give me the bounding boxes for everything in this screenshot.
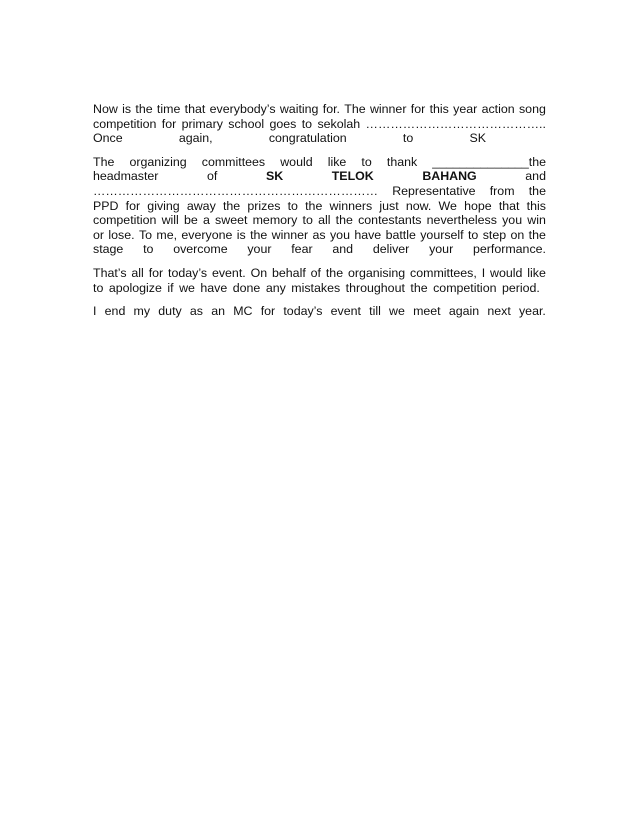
text-line <box>93 242 546 257</box>
word: overcome <box>173 242 228 257</box>
word: committees, <box>410 265 477 280</box>
text-line <box>93 228 546 243</box>
text-line <box>93 213 546 228</box>
word: Once <box>93 131 123 146</box>
word: a <box>202 213 210 228</box>
word: like <box>527 265 546 280</box>
word: fear <box>291 242 313 257</box>
paragraph-closing <box>93 266 546 295</box>
word: the <box>335 213 353 228</box>
word: I <box>481 265 486 280</box>
word: organising <box>347 265 406 280</box>
word: mistakes <box>291 280 341 295</box>
word: any <box>265 280 286 295</box>
word: would <box>490 265 523 280</box>
blank-dots: …………………………………….. <box>365 116 546 131</box>
word: goes <box>269 116 297 131</box>
word: to <box>143 242 154 257</box>
word: contestants <box>358 213 422 228</box>
word: the <box>528 183 546 198</box>
word: On <box>250 265 268 280</box>
word: the <box>222 198 241 213</box>
word: school <box>228 116 265 131</box>
word: headmaster <box>93 169 159 184</box>
word: event. <box>211 265 246 280</box>
word: winner <box>271 227 309 242</box>
word: now. <box>405 198 432 213</box>
word: end <box>104 304 126 319</box>
word: have <box>200 280 228 295</box>
word: away <box>186 198 216 213</box>
word: as <box>312 227 326 242</box>
word: waiting <box>279 102 319 116</box>
word: SK <box>469 131 486 146</box>
word: an <box>211 304 225 319</box>
word: the <box>305 198 323 213</box>
word: period. <box>501 280 540 295</box>
word: To <box>138 227 153 242</box>
word: on <box>510 227 525 242</box>
word: meet <box>413 304 441 319</box>
school-name-bold: SK <box>265 169 284 184</box>
word: of <box>207 169 218 184</box>
word: PPD <box>93 198 119 213</box>
word: The <box>93 154 115 169</box>
word: me, <box>156 227 178 242</box>
word: again <box>448 304 480 319</box>
word: just <box>379 198 399 213</box>
word: competition <box>93 116 157 131</box>
word: battle <box>385 227 416 242</box>
word: step <box>482 227 507 242</box>
word: committees <box>201 154 266 169</box>
word: MC <box>233 304 253 319</box>
word: stage <box>93 242 124 257</box>
word: and <box>332 242 354 257</box>
word: year <box>453 102 478 116</box>
word: will <box>161 213 179 228</box>
paragraph-gap <box>93 146 546 155</box>
word: for. <box>322 102 340 116</box>
word: to <box>402 131 414 146</box>
word: competition <box>93 213 157 228</box>
word: winner <box>369 102 407 116</box>
word: The <box>344 102 366 116</box>
word: today’s <box>168 265 208 280</box>
word: if <box>167 280 174 295</box>
word: giving <box>147 198 180 213</box>
word: We <box>438 198 457 213</box>
word: this <box>429 102 449 116</box>
word: today’s <box>283 304 323 319</box>
blank-underline: ______________the <box>432 154 546 169</box>
school-name-bold: BAHANG <box>422 169 477 184</box>
word: for <box>125 198 141 213</box>
word: again, <box>178 131 213 146</box>
word: for <box>260 304 276 319</box>
word: That’s <box>93 265 127 280</box>
word: the <box>325 265 344 280</box>
word: of <box>310 265 321 280</box>
word: the <box>250 227 268 242</box>
paragraph-gap <box>93 295 546 304</box>
word: year. <box>518 304 546 319</box>
word: organizing <box>129 154 187 169</box>
word: that <box>184 102 206 116</box>
word: everybody’s <box>209 102 276 116</box>
word: till <box>369 304 381 319</box>
text-line <box>93 199 546 214</box>
word: thank <box>386 154 418 169</box>
word: to <box>467 227 479 242</box>
word: deliver <box>372 242 410 257</box>
word: my <box>133 304 151 319</box>
word: song <box>518 102 546 116</box>
word: I <box>93 304 97 319</box>
word: you <box>329 227 350 242</box>
word: to <box>287 198 298 213</box>
document-body <box>93 102 546 319</box>
word: to <box>93 280 104 295</box>
word: to <box>361 154 372 169</box>
blank-dots: …………………………………………………………… <box>93 183 378 198</box>
word: hope <box>464 198 492 213</box>
word: to <box>301 116 313 131</box>
word: all <box>131 265 144 280</box>
word: apologize <box>108 280 162 295</box>
word: event <box>330 304 361 319</box>
word: or <box>93 227 105 242</box>
word: sekolah <box>317 116 361 131</box>
word: you <box>502 213 523 228</box>
word: behalf <box>272 265 306 280</box>
text-line <box>93 169 546 184</box>
word: performance. <box>472 242 546 257</box>
word: is <box>122 102 132 116</box>
word: sweet <box>215 213 248 228</box>
word: done <box>232 280 261 295</box>
word: for <box>161 116 177 131</box>
text-line <box>93 131 546 146</box>
word: from <box>489 183 515 198</box>
word: the <box>528 227 546 242</box>
word: prizes <box>247 198 281 213</box>
text-line <box>93 304 546 319</box>
word: for <box>148 265 164 280</box>
paragraph-farewell <box>93 304 546 319</box>
word: have <box>354 227 382 242</box>
paragraph-gap <box>93 257 546 266</box>
word: yourself <box>420 227 464 242</box>
word: your <box>247 242 272 257</box>
text-line <box>93 117 546 132</box>
word: we <box>389 304 405 319</box>
word: duty <box>158 304 182 319</box>
word: as <box>189 304 203 319</box>
word: your <box>429 242 454 257</box>
word: Now <box>93 102 118 116</box>
word: like <box>327 154 347 169</box>
word: memory <box>252 213 298 228</box>
school-name-bold: TELOK <box>331 169 374 184</box>
word: would <box>280 154 313 169</box>
word: the <box>135 102 153 116</box>
word: time <box>156 102 181 116</box>
paragraph-thanks <box>93 155 546 257</box>
word: win <box>527 213 546 228</box>
word: Representative <box>392 183 476 198</box>
paragraph-announcement <box>93 102 546 146</box>
word: competition <box>433 280 497 295</box>
word: this <box>526 198 546 213</box>
word: throughout <box>345 280 405 295</box>
word: next <box>487 304 511 319</box>
word: action <box>481 102 515 116</box>
word: we <box>179 280 195 295</box>
word: the <box>410 280 428 295</box>
word: everyone <box>181 227 233 242</box>
text-line <box>93 281 546 296</box>
word: winners <box>329 198 373 213</box>
word: is <box>236 227 246 242</box>
word: lose. <box>108 227 135 242</box>
text-line <box>93 266 546 281</box>
word: that <box>498 198 520 213</box>
word: congratulation <box>268 131 347 146</box>
text-line <box>93 102 546 117</box>
word: and <box>525 169 546 184</box>
word: nevertheless <box>426 213 497 228</box>
word: to <box>302 213 313 228</box>
word: all <box>318 213 331 228</box>
word: for <box>410 102 426 116</box>
text-line <box>93 155 546 170</box>
word: be <box>183 213 198 228</box>
word: primary <box>181 116 223 131</box>
text-line <box>93 184 546 199</box>
